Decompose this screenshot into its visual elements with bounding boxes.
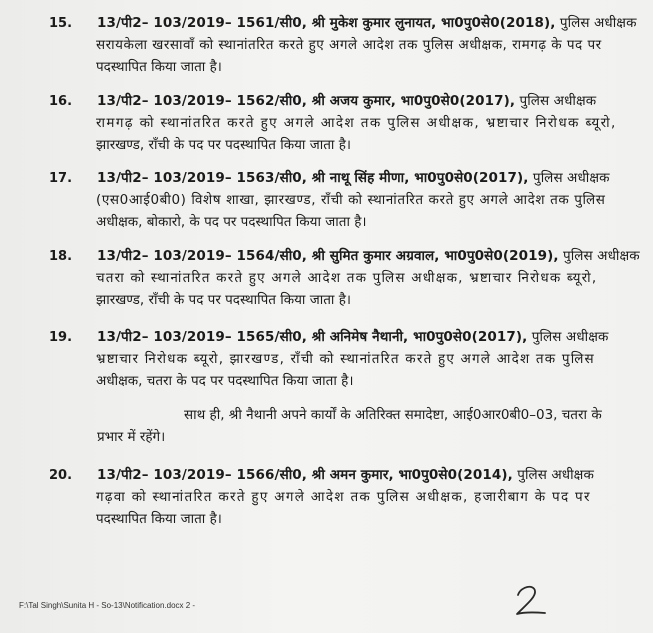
item-heading [97, 13, 637, 34]
item-line-2: (एस0आई0बी0) विशेष शाखा, झारखण्ड, राँची को स्थानांतरित करते हुए अगले आदेश तक पुलिस [96, 192, 606, 208]
item-heading [97, 465, 594, 486]
item-heading-bold: 13/पी2– 103/2019– 1564/सी0, श्री सुमित कुमार अग्रवाल, भा0पु0से0(2019), [97, 248, 559, 264]
item-line-2: सरायकेला खरसावाँ को स्थानांतरित करते हुए अगले आदेश तक पुलिस अधीक्षक, रामगढ़ के पद पर [96, 37, 602, 53]
item-heading [97, 246, 640, 267]
additional-note-line-1: साथ ही, श्री नैथानी अपने कार्यों के अतिरिक्त समादेष्टा, आई0आर0बी0–03, चतरा के [184, 407, 602, 423]
item-line-3: झारखण्ड, राँची के पद पर पदस्थापित किया जाता है। [96, 292, 351, 308]
item-line-3: झारखण्ड, राँची के पद पर पदस्थापित किया जाता है। [96, 137, 351, 153]
item-number: 19. [49, 330, 73, 345]
item-heading-rest: पुलिस अधीक्षक [528, 170, 610, 186]
item-number: 16. [49, 94, 73, 109]
item-heading-rest: पुलिस अधीक्षक [512, 467, 594, 483]
item-line-3: पदस्थापित किया जाता है। [96, 59, 222, 75]
item-heading-rest: पुलिस अधीक्षक [555, 15, 637, 31]
footer-file-path: F:\Tal Singh\Sunita H - So-13\Notification.docx 2 - [19, 601, 196, 610]
item-heading [97, 91, 596, 112]
item-number: 15. [49, 16, 73, 31]
item-heading-bold: 13/पी2– 103/2019– 1561/सी0, श्री मुकेश कुमार लुनायत, भा0पु0से0(2018), [97, 15, 556, 31]
item-heading-bold: 13/पी2– 103/2019– 1562/सी0, श्री अजय कुमार, भा0पु0से0(2017), [97, 93, 516, 109]
item-line-2: रामगढ़ को स्थानांतरित करते हुए अगले आदेश तक पुलिस अधीक्षक, भ्रष्टाचार निरोधक ब्यूरो, [96, 115, 617, 131]
handwritten-page-number [512, 583, 560, 619]
item-line-2: चतरा को स्थानांतरित करते हुए अगले आदेश तक पुलिस अधीक्षक, भ्रष्टाचार निरोधक ब्यूरो, [96, 270, 598, 286]
item-line-3: पदस्थापित किया जाता है। [96, 511, 222, 527]
item-line-3: अधीक्षक, चतरा के पद पर पदस्थापित किया जाता है। [96, 373, 354, 389]
item-number: 17. [49, 171, 73, 186]
item-line-3: अधीक्षक, बोकारो, के पद पर पदस्थापित किया जाता है। [96, 214, 367, 230]
item-heading-rest: पुलिस अधीक्षक [558, 248, 640, 264]
item-line-2: गढ़वा को स्थानांतरित करते हुए अगले आदेश तक पुलिस अधीक्षक, हजारीबाग के पद पर [96, 489, 591, 505]
item-heading-rest: पुलिस अधीक्षक [527, 329, 609, 345]
item-heading-bold: 13/पी2– 103/2019– 1566/सी0, श्री अमन कुमार, भा0पु0से0(2014), [97, 467, 513, 483]
item-heading [97, 168, 610, 189]
item-line-2: भ्रष्टाचार निरोधक ब्यूरो, झारखण्ड, राँची को स्थानांतरित करते हुए अगले आदेश तक पुलिस [96, 351, 595, 367]
item-heading-bold: 13/पी2– 103/2019– 1565/सी0, श्री अनिमेष नैथानी, भा0पु0से0(2017), [97, 329, 528, 345]
item-heading-bold: 13/पी2– 103/2019– 1563/सी0, श्री नाथू सिंह मीणा, भा0पु0से0(2017), [97, 170, 529, 186]
item-heading [97, 327, 608, 348]
item-heading-rest: पुलिस अधीक्षक [515, 93, 597, 109]
item-number: 20. [49, 468, 73, 483]
item-number: 18. [49, 249, 73, 264]
additional-note-line-2: प्रभार में रहेंगे। [97, 429, 166, 445]
